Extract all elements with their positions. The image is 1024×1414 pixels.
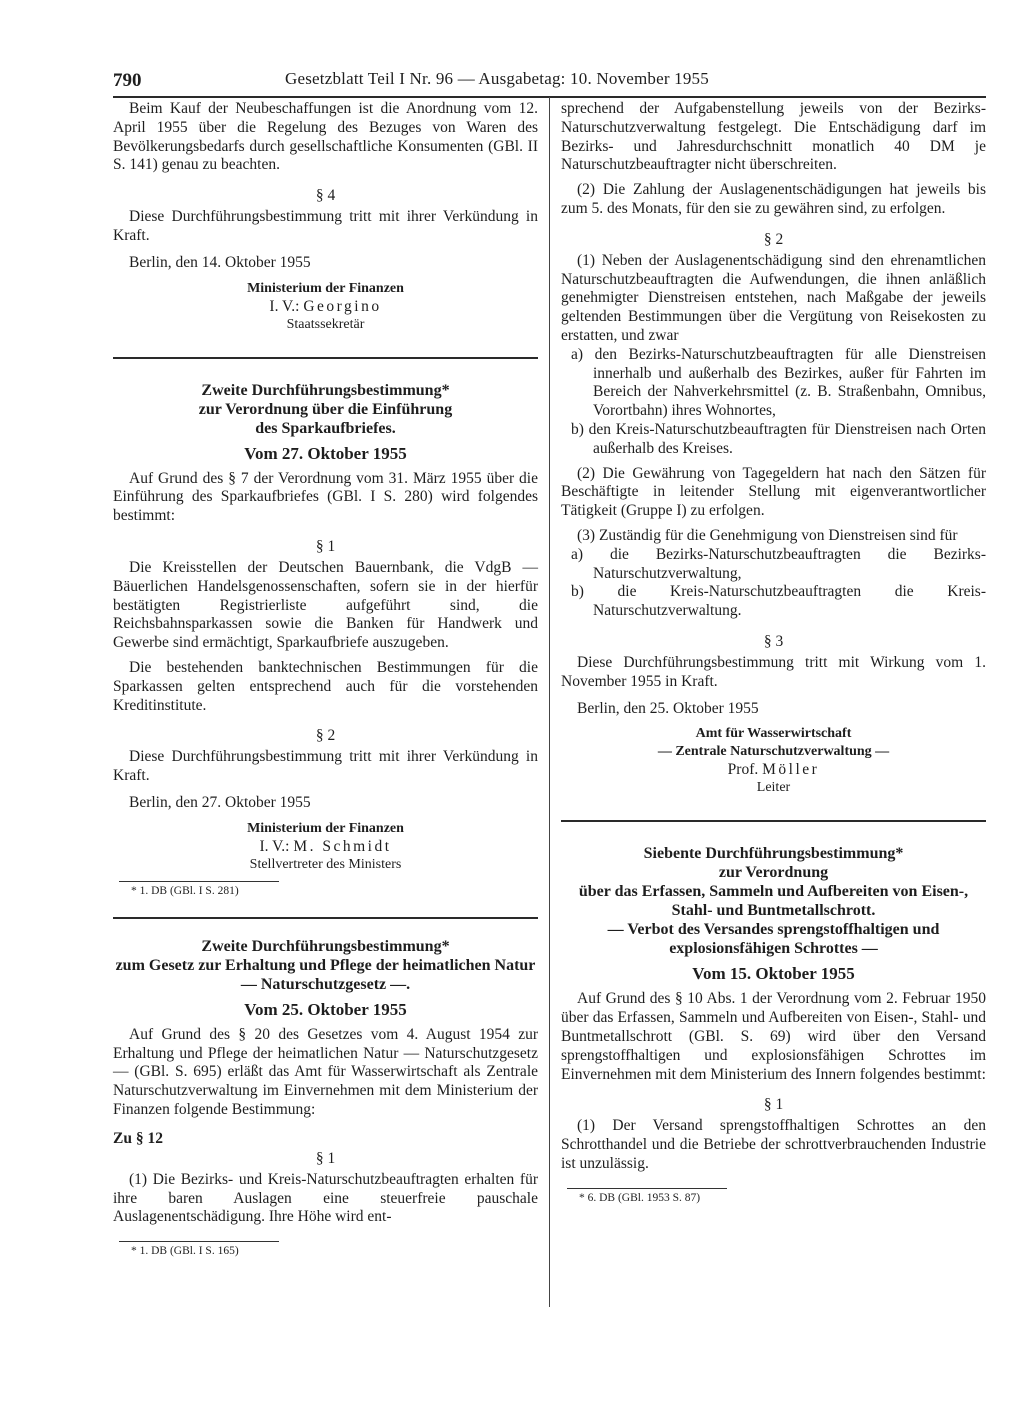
preamble: Auf Grund des § 7 der Verordnung vom 31. März 1955 über die Einführung des Sparkaufbriefes (GBl. I S. 280) wird folgendes bestimmt:	[113, 469, 538, 525]
section-heading: § 3	[763, 632, 784, 650]
list-item: b) die Kreis-Naturschutzbeauftragten die Kreis-Naturschutzverwaltung.	[571, 583, 986, 620]
right-column	[561, 100, 986, 1206]
section-text: (3) Zuständig für die Genehmigung von Dienstreisen sind für	[577, 526, 958, 544]
section-separator	[113, 917, 538, 919]
signature-prefix: I. V.:	[269, 297, 300, 315]
signer-role: Stellvertreter des Ministers	[249, 856, 402, 872]
signer-role: Leiter	[756, 780, 791, 796]
signature-line	[561, 761, 986, 779]
section-text: (1) Neben der Auslagenentschädigung sind den ehrenamtlichen Naturschutzbeauftragten die Aufwendungen, die ihnen anläßlich genehmigter Dienstreisen entstehen, nach Maßgabe der jeweils geltenden Bestimmungen über die Vergütung von Reisekosten zu erstatten, und zwar	[561, 251, 986, 344]
document-title: des Sparkaufbriefes.	[255, 419, 396, 437]
footnote-rule	[119, 881, 279, 882]
signature-line	[113, 838, 538, 856]
intro-paragraph: Beim Kauf der Neubeschaffungen ist die Anordnung vom 12. April 1955 über die Regelung des Bezuges von Waren des Bevölkerungsbedarfs durch gesellschaftliche Konsumenten (GBl. II S. 141) genau zu beachten.	[113, 100, 538, 174]
section-heading: § 4	[315, 187, 336, 205]
section-text: (2) Die Zahlung der Auslagenentschädigungen hat jeweils bis zum 5. des Monats, für den sie zu gewähren sind, zu erfolgen.	[561, 181, 986, 217]
document-title: — Verbot des Versandes sprengstoffhaltigen und explosionsfähigen Schrottes —	[607, 921, 940, 958]
section-text: (2) Die Gewährung von Tagegeldern hat nach den Sätzen für Beschäftigte in leitender Stellung mit eigenverantwortlicher Tätigkeit (Gruppe I) zu erfolgen.	[561, 464, 986, 520]
document-title: Zweite Durchführungsbestimmung*	[201, 937, 450, 955]
footnote-rule	[567, 1188, 727, 1189]
signature-prefix: Prof.	[727, 761, 759, 779]
section-separator	[561, 820, 986, 822]
place-date: Berlin, den 14. Oktober 1955	[129, 253, 311, 271]
signer-name: Georgino	[303, 297, 382, 315]
issuing-ministry: Ministerium der Finanzen	[247, 280, 404, 296]
section-text: (1) Der Versand sprengstoffhaltigen Schrottes an den Schrotthandel und die Betriebe der schrottverbrauchenden Industrie ist unzulässig.	[561, 1117, 986, 1172]
document-date: Vom 27. Oktober 1955	[244, 443, 407, 463]
signer-role: Staatssekretär	[286, 316, 365, 332]
document-title: zur Verordnung über die Einführung	[198, 400, 453, 418]
section-heading: § 1	[315, 537, 336, 555]
preamble: Auf Grund des § 20 des Gesetzes vom 4. August 1954 zur Erhaltung und Pflege der heimatlichen Natur — Naturschutzgesetz — (GBl. S. 695) erläßt das Amt für Wasserwirtschaft als Zentrale Naturschutzverwaltung im Einvernehmen mit dem Ministerium der Finanzen folgende Bestimmung:	[113, 1025, 538, 1118]
document-title: zum Gesetz zur Erhaltung und Pflege der heimatlichen Natur — Naturschutzgesetz —.	[115, 956, 536, 993]
section-text: Die bestehenden banktechnischen Bestimmungen für die Sparkassen gelten entsprechend auch für die vorstehenden Kreditinstitute.	[113, 658, 538, 714]
issuing-authority: Amt für Wasserwirtschaft	[695, 726, 852, 742]
preamble: Auf Grund des § 10 Abs. 1 der Verordnung vom 2. Februar 1950 über das Erfassen, Sammeln und Aufbereiten von Eisen-, Stahl- und Buntmetallschrott (GBl. S. 69) wird über den Versand sprengstoffhaltigen und explosionsfähigen Schrottes im Einvernehmen mit dem Ministerium des Innern folgendes bestimmt:	[561, 990, 986, 1083]
place-date: Berlin, den 25. Oktober 1955	[577, 699, 759, 717]
list-item: a) den Bezirks-Naturschutzbeauftragten für alle Dienstreisen innerhalb und außerhalb des Bezirkes, außer für Fahrten im Bereich der Nahverkehrsmittel (z. B. Straßenbahn, Omnibus, Vorortbahn) ihres Wohnortes,	[571, 345, 986, 420]
running-head: Gesetzblatt Teil I Nr. 96 — Ausgabetag: 10. November 1955	[285, 69, 709, 88]
footnote-rule	[119, 1241, 279, 1242]
document-title: über das Erfassen, Sammeln und Aufbereiten von Eisen-, Stahl- und Buntmetallschrott.	[578, 883, 969, 920]
issuing-ministry: Ministerium der Finanzen	[247, 820, 404, 836]
signer-name: M. Schmidt	[293, 837, 392, 855]
list-item: b) den Kreis-Naturschutzbeauftragten für Dienstreisen nach Orten außerhalb des Kreises.	[571, 420, 986, 457]
list-item: a) die Bezirks-Naturschutzbeauftragten die Bezirks-Naturschutzverwaltung,	[571, 545, 986, 582]
issuing-authority: — Zentrale Naturschutzverwaltung —	[657, 744, 890, 760]
footnote: * 1. DB (GBl. I S. 281)	[131, 884, 239, 897]
section-text: Diese Durchführungsbestimmung tritt mit ihrer Verkündung in Kraft.	[113, 208, 538, 244]
signature-line	[113, 298, 538, 316]
document-date: Vom 15. Oktober 1955	[692, 964, 855, 984]
left-column	[113, 100, 538, 1259]
section-heading: § 2	[315, 727, 336, 745]
page-number: 790	[113, 70, 142, 91]
footnote: * 1. DB (GBl. I S. 165)	[131, 1245, 239, 1258]
signer-name: Möller	[762, 761, 820, 779]
section-text: (1) Die Bezirks- und Kreis-Naturschutzbeauftragten erhalten für ihre baren Auslagen eine steuerfreie pauschale Auslagenentschädigung. Ihre Höhe wird ent-	[113, 1170, 538, 1226]
section-heading: § 2	[763, 230, 784, 248]
section-text: Diese Durchführungsbestimmung tritt mit Wirkung vom 1. November 1955 in Kraft.	[561, 653, 986, 690]
document-title: Zweite Durchführungsbestimmung*	[201, 381, 450, 399]
continued-paragraph: sprechend der Aufgabenstellung jeweils von der Bezirks-Naturschutzverwaltung festgelegt. Die Entschädigung darf im Bezirks- und Jahresdurchschnitt monatlich 40 DM je Naturschutzbeauftragter nicht überschreiten.	[561, 100, 986, 174]
place-date: Berlin, den 27. Oktober 1955	[129, 793, 311, 811]
section-heading: § 1	[315, 1149, 336, 1167]
section-heading: § 1	[763, 1096, 784, 1114]
reference-heading: Zu § 12	[113, 1129, 163, 1147]
document-date: Vom 25. Oktober 1955	[244, 999, 407, 1019]
signature-prefix: I. V.:	[259, 837, 290, 855]
footnote: * 6. DB (GBl. 1953 S. 87)	[579, 1191, 701, 1204]
document-title: Siebente Durchführungsbestimmung*	[643, 845, 904, 863]
section-text: Die Kreisstellen der Deutschen Bauernbank, die VdgB — Bäuerlichen Handelsgenossenschaften, sofern sie in der hierfür bestätigten Registrierliste aufgeführt sind, die Reichsbahnsparkassen sowie die Banken für Handwerk und Gewerbe sind ermächtigt, Sparkaufbriefe auszugeben.	[113, 558, 538, 652]
document-title: zur Verordnung	[718, 864, 829, 882]
section-separator	[113, 357, 538, 359]
section-text: Diese Durchführungsbestimmung tritt mit ihrer Verkündung in Kraft.	[113, 748, 538, 785]
column-divider	[549, 97, 550, 1307]
